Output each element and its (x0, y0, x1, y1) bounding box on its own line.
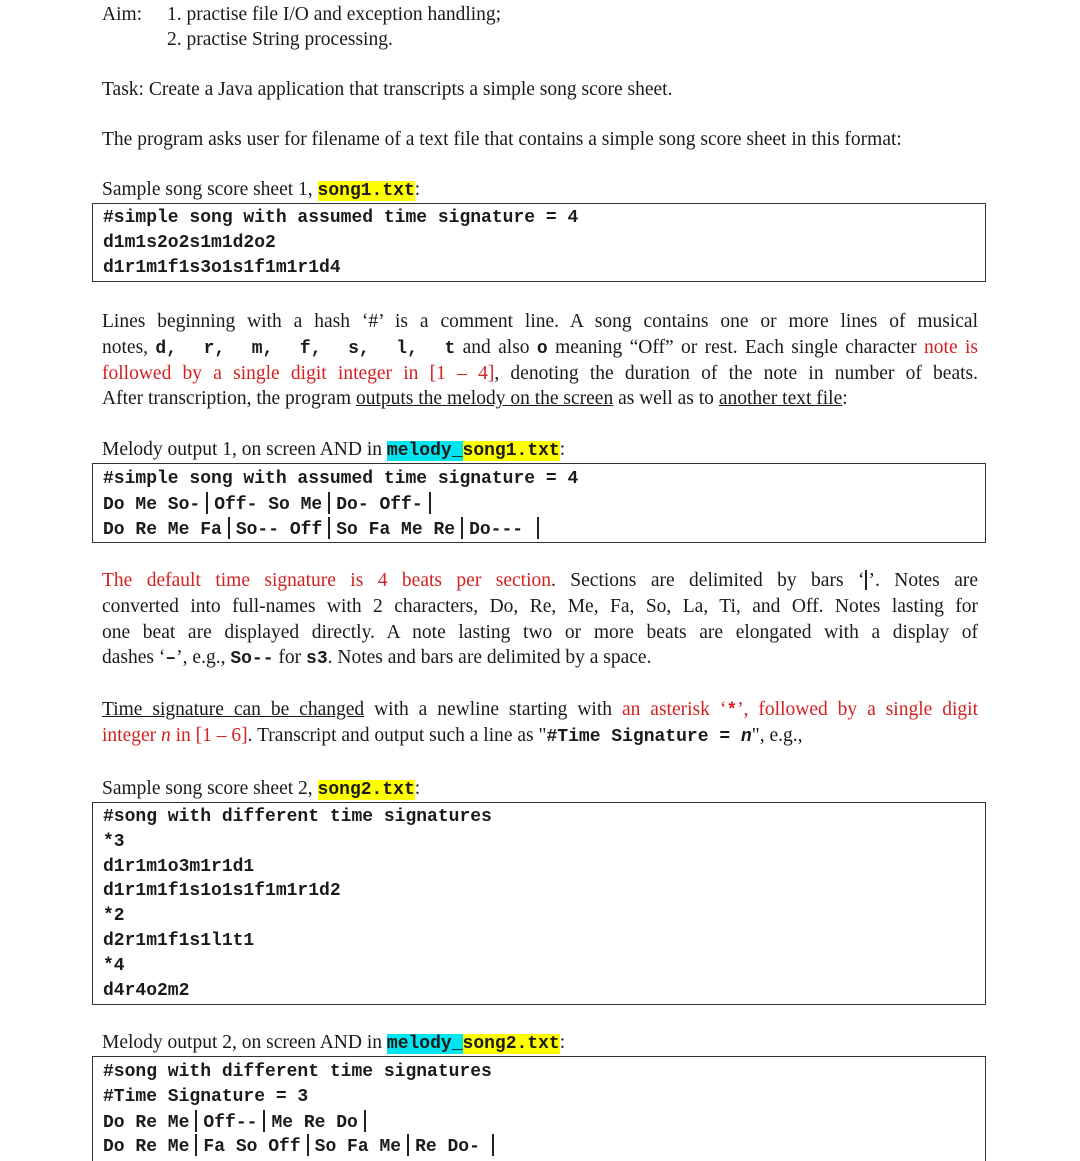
code-line: #song with different time signatures (103, 1062, 492, 1082)
melody2-filename-prefix: melody_ (386, 1034, 463, 1054)
code-line: d1r1m1f1s1o1s1f1m1r1d2 (103, 881, 341, 902)
sample1-filename: song1.txt (317, 181, 415, 201)
melody1-output-box (92, 463, 986, 543)
code-line: #song with different time signatures (103, 807, 492, 827)
code-line: #simple song with assumed time signature = 4 (103, 469, 579, 489)
aim-item-1: 1. practise file I/O and exception handling; (167, 4, 502, 25)
code-line: *3 (103, 831, 125, 852)
melody2-caption: Melody output 2, on screen AND in melody_song2.txt: (102, 1032, 566, 1054)
code-line: d1r1m1f1s3o1s1f1m1r1d4 (103, 257, 341, 278)
code-line: d2r1m1f1s1l1t1 (103, 930, 255, 951)
code-line: #Time Signature = 3 (103, 1086, 309, 1107)
code-line: *4 (103, 955, 125, 976)
paragraph-time-signature: The default time signature is 4 beats per section. Sections are delimited by bars ‘ ’. Notes are converted into full-names with 2 characters, Do, Re, Me, Fa, So, La, Ti, and Off. Notes lasting for one beat are displayed directly. A note lasting two or more beats are elongated with a display of dashes ‘–’, e.g., So-- for s3. Notes and bars are delimited by a space. (102, 570, 978, 670)
melody-row: Do Re Me Fa So Off So Fa Me Re Do- (103, 1134, 985, 1159)
melody1-caption: Melody output 1, on screen AND in melody_song1.txt: (102, 439, 566, 461)
paragraph-change-signature: Time signature can be changed with a newline starting with an asterisk ‘*’, followed by a single digit integer n in [1 – 6]. Transcript and output such a line as "#Time Signature = n", e.g., (102, 699, 978, 747)
code-line: d1r1m1o3m1r1d1 (103, 856, 255, 877)
melody-row: Do Re Me Fa So-- Off So Fa Me Re Do--- (103, 517, 985, 542)
sample2-caption: Sample song score sheet 2, song2.txt: (102, 778, 421, 800)
melody1-filename-prefix: melody_ (386, 441, 463, 461)
melody2-filename: song2.txt (462, 1034, 560, 1054)
aim-label: Aim: (102, 4, 143, 25)
sample1-caption: Sample song score sheet 1, song1.txt: (102, 179, 421, 201)
paragraph-notes: Lines beginning with a hash ‘#’ is a comment line. A song contains one or more lines of musical notes, d, r, m, f, s, l, t and also o meaning “Off” or rest. Each single character note is followed by a single digit integer in [1 – 4], denoting the duration of the note in number of beats. After transcription, the program outputs the melody on the screen as well as to another text file: (102, 311, 978, 410)
code-line: *2 (103, 906, 125, 927)
melody1-filename: song1.txt (462, 441, 560, 461)
code-line: #simple song with assumed time signature = 4 (103, 208, 579, 228)
code-line: d1m1s2o2s1m1d2o2 (103, 232, 276, 253)
melody-row: Do Me So- Off- So Me Do- Off- (103, 492, 985, 517)
sample1-code-box (92, 203, 986, 282)
sample2-filename: song2.txt (317, 780, 415, 800)
aim-item-2: 2. practise String processing. (167, 29, 393, 50)
sample2-code-box (92, 802, 986, 1005)
melody-row: Do Re Me Off-- Me Re Do (103, 1110, 985, 1135)
task-text: Task: Create a Java application that transcripts a simple song score sheet. (102, 79, 673, 100)
intro-text: The program asks user for filename of a text file that contains a simple song score sheet in this format: (102, 129, 902, 150)
melody2-output-box (92, 1056, 986, 1161)
code-line: d4r4o2m2 (103, 980, 190, 1001)
